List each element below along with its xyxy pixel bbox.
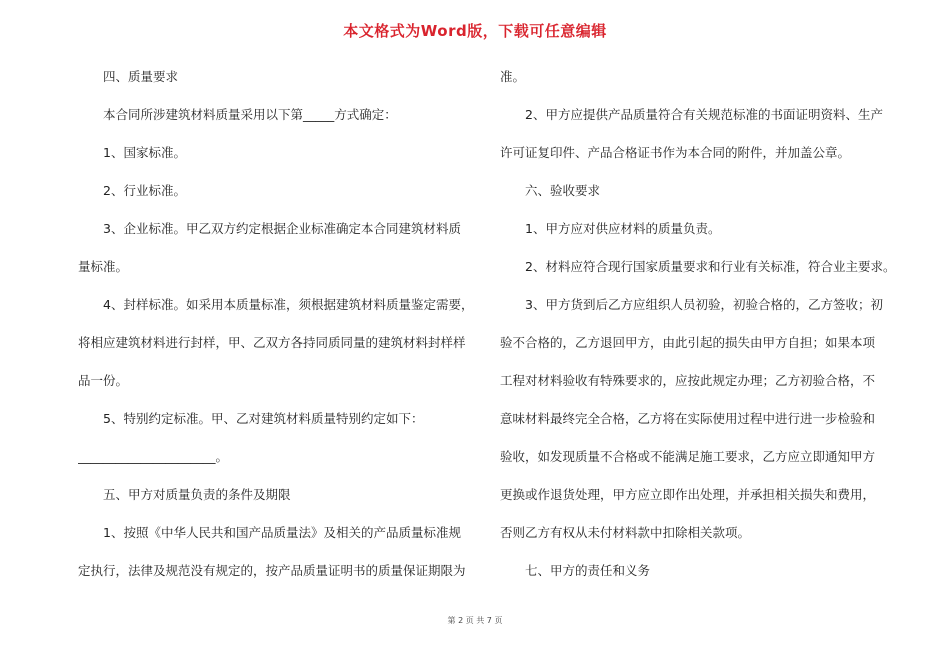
paragraph-line: 2、材料应符合现行国家质量要求和行业有关标准，符合业主要求。 [525,259,895,274]
heading-quality-requirements: 四、质量要求 [103,69,179,84]
right-column [500,58,895,590]
paragraph-line: 更换或作退货处理，甲方应立即作出处理，并承担相关损失和费用， [500,487,876,502]
paragraph-line: 4、封样标准。如采用本质量标准，须根据建筑材料质量鉴定需要， [103,297,473,312]
paragraph-line: 1、按照《中华人民共和国产品质量法》及相关的产品质量标准规 [103,525,461,540]
paragraph-line: 否则乙方有权从未付材料款中扣除相关款项。 [500,525,751,540]
paragraph-line: 验收，如发现质量不合格或不能满足施工要求，乙方应立即通知甲方 [500,449,876,464]
paragraph-line: 2、甲方应提供产品质量符合有关规范标准的书面证明资料、生产 [525,107,883,122]
paragraph-line: 2、行业标准。 [103,183,186,198]
paragraph-line: 定执行，法律及规范没有规定的，按产品质量证明书的质量保证期限为 [78,563,466,578]
paragraph-line: 工程对材料验收有特殊要求的，应按此规定办理；乙方初验合格，不 [500,373,876,388]
paragraph-line: 3、甲方货到后乙方应组织人员初验，初验合格的，乙方签收；初 [525,297,883,312]
heading-party-a-obligations: 七、甲方的责任和义务 [525,563,651,578]
word-format-banner: 本文格式为Word版，下载可任意编辑 [343,22,607,40]
paragraph-line: 品一份。 [78,373,129,388]
left-column [78,58,473,590]
paragraph-line: 准。 [500,69,526,84]
paragraph-line: 许可证复印件、产品合格证书作为本合同的附件，并加盖公章。 [500,145,851,160]
blank-fill-line: ______________________。 [78,449,229,464]
paragraph-line: 将相应建筑材料进行封样，甲、乙双方各持同质同量的建筑材料封样样 [78,335,466,350]
paragraph-line: 5、特别约定标准。甲、乙对建筑材料质量特别约定如下： [103,411,424,426]
paragraph-line: 量标准。 [78,259,129,274]
heading-acceptance-requirements: 六、验收要求 [525,183,601,198]
heading-quality-responsibility: 五、甲方对质量负责的条件及期限 [103,487,291,502]
paragraph-line: 本合同所涉建筑材料质量采用以下第_____方式确定： [103,107,397,122]
page-number: 第 2 页 共 7 页 [447,616,503,625]
paragraph-line: 1、国家标准。 [103,145,186,160]
paragraph-line: 1、甲方应对供应材料的质量负责。 [525,221,721,236]
paragraph-line: 3、企业标准。甲乙双方约定根据企业标准确定本合同建筑材料质 [103,221,461,236]
paragraph-line: 意味材料最终完全合格，乙方将在实际使用过程中进行进一步检验和 [500,411,876,426]
paragraph-line: 验不合格的，乙方退回甲方，由此引起的损失由甲方自担；如果本项 [500,335,876,350]
